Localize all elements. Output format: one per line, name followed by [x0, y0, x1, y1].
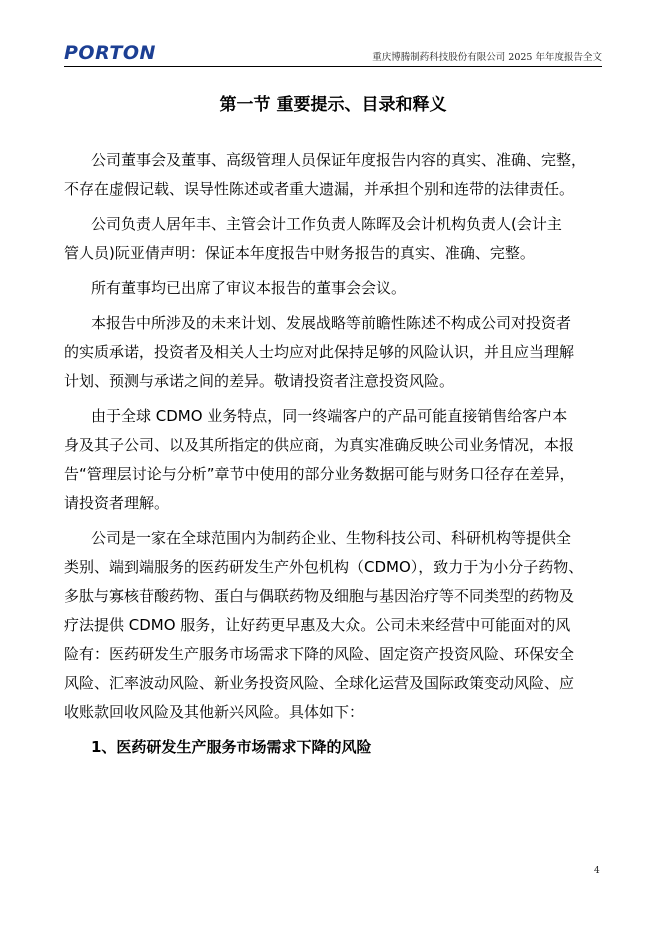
header-divider — [64, 66, 602, 67]
paragraph-responsible-persons — [64, 210, 604, 268]
text-line: 险有：医药研发生产服务市场需求下降的风险、固定资产投资风险、环保安全 — [64, 645, 575, 663]
text-line: 计划、预测与承诺之间的差异。敬请投资者注意投资风险。 — [64, 372, 455, 390]
text-line: 公司董事会及董事、高级管理人员保证年度报告内容的真实、准确、完整， — [91, 151, 587, 169]
page-header — [64, 42, 602, 66]
paragraph-cdmo-data — [64, 402, 604, 518]
paragraph-board-guarantee — [64, 146, 604, 204]
porton-logo: PORTON — [64, 42, 156, 64]
body-text — [64, 146, 604, 768]
text-line: 本报告中所涉及的未来计划、发展战略等前瞻性陈述不构成公司对投资者 — [91, 314, 572, 332]
risk-subheading — [91, 733, 604, 762]
text-line: 疗法提供 CDMO 服务，让好药更早惠及大众。公司未来经营中可能面对的风 — [64, 616, 571, 634]
text-line: 的实质承诺，投资者及相关人士均应对此保持足够的风险认识，并且应当理解 — [64, 343, 575, 361]
paragraph-forward-looking — [64, 309, 604, 396]
text-line: 多肽与寡核苷酸药物、蛋白与偶联药物及细胞与基因治疗等不同类型的药物及 — [64, 587, 575, 605]
page-number: 4 — [594, 866, 600, 876]
text-line: 由于全球 CDMO 业务特点，同一终端客户的产品可能直接销售给客户本 — [91, 407, 568, 425]
text-line: 告“管理层讨论与分析”章节中使用的部分业务数据可能与财务口径存在差异， — [64, 465, 575, 483]
subheading-text: 1、医药研发生产服务市场需求下降的风险 — [91, 738, 372, 756]
text-line: 收账款回收风险及其他新兴风险。具体如下： — [64, 703, 365, 721]
text-line: 公司负责人居年丰、主管会计工作负责人陈晖及会计机构负责人(会计主 — [91, 215, 562, 233]
text-line: 风险、汇率波动风险、新业务投资风险、全球化运营及国际政策变动风险、应 — [64, 674, 575, 692]
text-line: 请投资者理解。 — [64, 494, 170, 512]
text-line: 身及其子公司、以及其所指定的供应商，为真实准确反映公司业务情况，本报 — [64, 436, 575, 454]
text-line: 所有董事均已出席了审议本报告的董事会会议。 — [91, 279, 407, 297]
paragraph-directors-attendance — [91, 274, 604, 303]
section-title: 第一节 重要提示、目录和释义 — [219, 95, 447, 115]
text-line: 不存在虚假记载、误导性陈述或者重大遗漏，并承担个别和连带的法律责任。 — [64, 180, 575, 198]
report-title: 重庆博腾制药科技股份有限公司 2025 年年度报告全文 — [372, 52, 602, 63]
text-line: 类别、端到端服务的医药研发生产外包机构（CDMO），致力于为小分子药物、 — [64, 558, 584, 576]
text-line: 公司是一家在全球范围内为制药企业、生物科技公司、科研机构等提供全 — [91, 529, 572, 547]
paragraph-company-risks — [64, 524, 604, 727]
text-line: 管人员)阮亚倩声明：保证本年度报告中财务报告的真实、准确、完整。 — [64, 244, 535, 262]
